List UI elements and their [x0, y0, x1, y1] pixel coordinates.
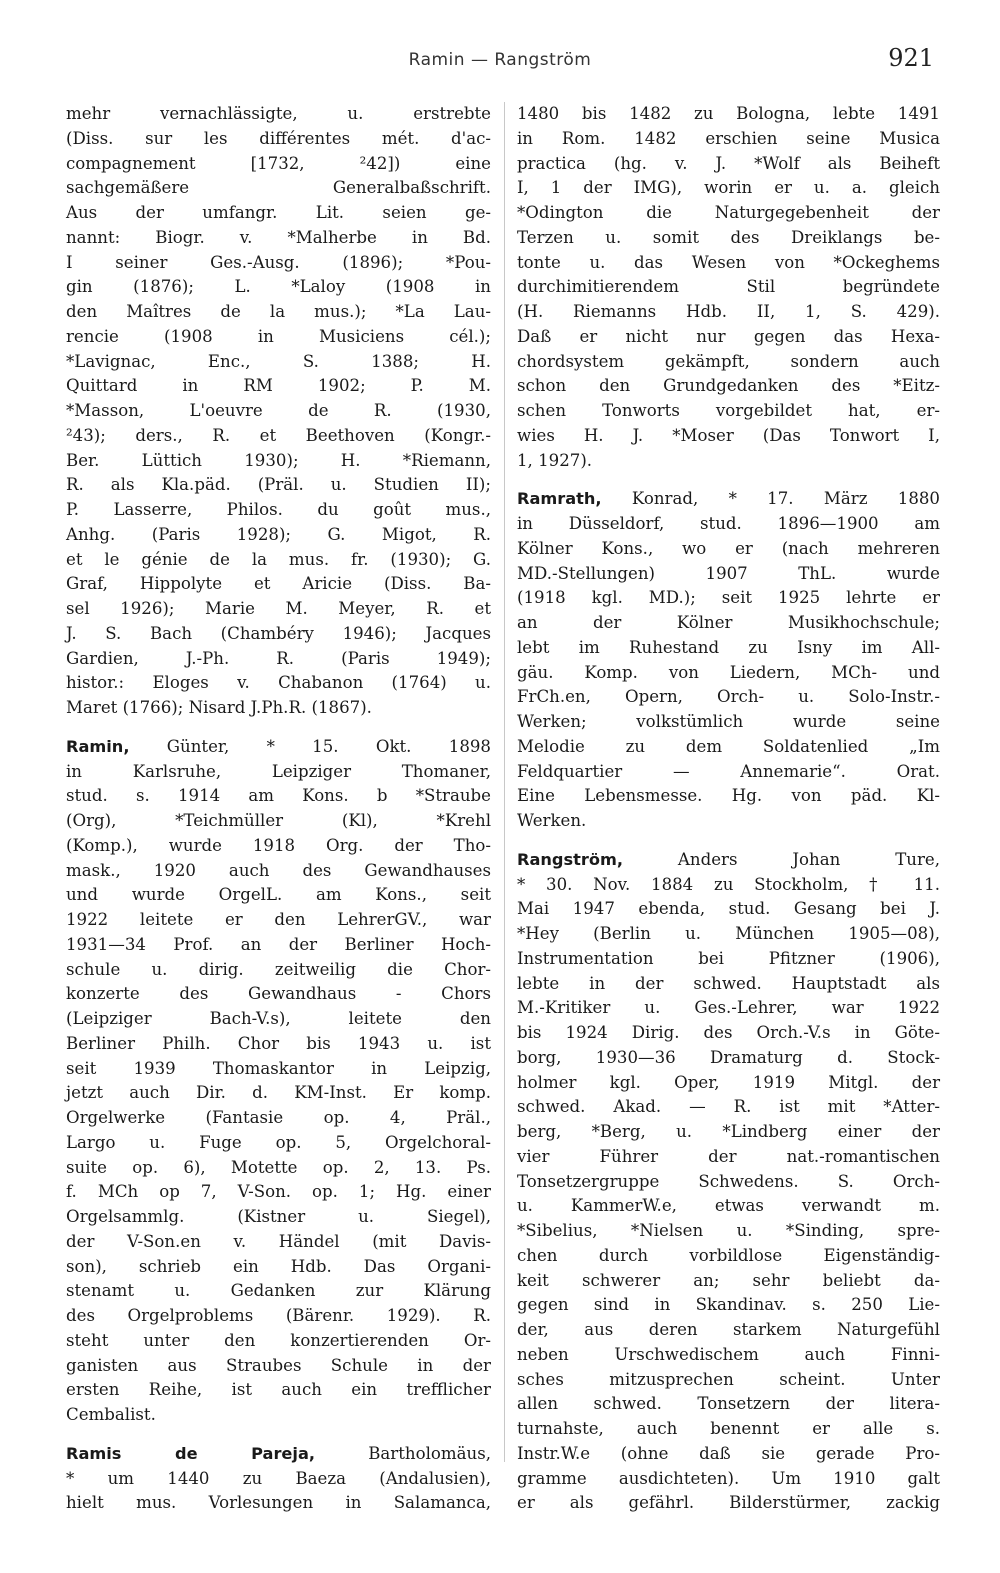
text-line: neben Urschwedischem auch Finni-: [517, 1344, 940, 1364]
text-line: schwed. Akad. — R. ist mit *Atter-: [517, 1097, 940, 1117]
text-line: 1, 1927).: [517, 450, 593, 470]
text-line: stenamt u. Gedanken zur Klärung: [66, 1281, 491, 1301]
entry-ramis-continuation: [517, 102, 940, 473]
text-line: rencie (1908 in Musiciens cél.);: [66, 326, 491, 346]
text-line: 1931—34 Prof. an der Berliner Hoch-: [66, 934, 491, 954]
text-line: Instr.W.e (ohne daß sie gerade Pro-: [517, 1443, 940, 1463]
text-line: (1918 kgl. MD.); seit 1925 lehrte er: [517, 588, 940, 608]
text-line: schon den Grundgedanken des *Eitz-: [517, 376, 940, 396]
entry-ramin: [66, 735, 491, 1428]
text-line: Anders Johan Ture,: [677, 849, 940, 869]
text-line: sel 1926); Marie M. Meyer, R. et: [66, 599, 491, 618]
text-line: suite op. 6), Motette op. 2, 13. Ps.: [66, 1157, 491, 1177]
text-line: R. als Kla.päd. (Präl. u. Studien II);: [66, 475, 491, 495]
page-number: 921: [888, 44, 934, 72]
headword-ramrath: Ramrath,: [517, 489, 602, 509]
entry-rangstroem: [517, 848, 940, 1516]
text-line: lebte in der schwed. Hauptstadt als: [517, 973, 940, 993]
text-line: Orgelwerke (Fantasie op. 4, Präl.,: [66, 1108, 491, 1127]
text-line: seit 1939 Thomaskantor in Leipzig,: [66, 1058, 491, 1078]
text-line: vier Führer der nat.-romantischen: [517, 1146, 940, 1166]
text-line: (Komp.), wurde 1918 Org. der Tho-: [66, 835, 491, 855]
text-line: * um 1440 zu Baeza (Andalusien),: [66, 1468, 491, 1488]
text-line: Graf, Hippolyte et Aricie (Diss. Ba-: [66, 574, 491, 594]
text-line: hielt mus. Vorlesungen in Salamanca,: [66, 1493, 491, 1513]
text-line: berg, *Berg, u. *Lindberg einer der: [517, 1122, 940, 1141]
text-line: histor.: Eloges v. Chabanon (1764) u.: [66, 673, 491, 693]
text-line: MD.-Stellungen) 1907 ThL. wurde: [517, 563, 940, 583]
text-line: konzerte des Gewandhaus - Chors: [66, 984, 491, 1004]
text-line: Berliner Philh. Chor bis 1943 u. ist: [66, 1033, 491, 1053]
entry-ramrath: [517, 487, 940, 834]
text-line: M.-Kritiker u. Ges.-Lehrer, war 1922: [517, 998, 940, 1018]
text-line: practica (hg. v. J. *Wolf als Beiheft: [517, 153, 940, 173]
text-line: mehr vernachlässigte, u. erstrebte: [66, 104, 491, 123]
text-line: Melodie zu dem Soldatenlied „Im: [517, 736, 940, 756]
text-line: lebt im Ruhestand zu Isny im All-: [517, 637, 940, 657]
text-line: der V-Son.en v. Händel (mit Davis-: [66, 1231, 491, 1251]
text-line: 1922 leitete er den LehrerGV., war: [66, 910, 491, 929]
text-line: Bartholomäus,: [368, 1443, 491, 1463]
text-line: Feldquartier — Annemarie“. Orat.: [517, 761, 940, 781]
text-line: gin (1876); L. *Laloy (1908 in: [66, 277, 491, 297]
text-line: stud. s. 1914 am Kons. b *Straube: [66, 786, 491, 806]
text-line: Anhg. (Paris 1928); G. Migot, R.: [66, 524, 491, 544]
text-line: Gardien, J.-Ph. R. (Paris 1949);: [66, 648, 491, 668]
text-line: nannt: Biogr. v. *Malherbe in Bd.: [66, 227, 491, 247]
text-line: Tonsetzergruppe Schwedens. S. Orch-: [517, 1171, 940, 1191]
entry-gap: [517, 473, 940, 487]
text-line: *Sibelius, *Nielsen u. *Sinding, spre-: [517, 1221, 940, 1240]
text-line: durchimitierendem Stil begründete: [517, 277, 940, 297]
text-line: des Orgelproblems (Bärenr. 1929). R.: [66, 1306, 491, 1325]
text-line: (Org), *Teichmüller (Kl), *Krehl: [66, 811, 491, 830]
text-line: Ber. Lüttich 1930); H. *Riemann,: [66, 450, 491, 470]
text-line: bis 1924 Dirig. des Orch.-V.s in Göte-: [517, 1023, 940, 1042]
text-line: jetzt auch Dir. d. KM-Inst. Er komp.: [66, 1083, 491, 1103]
text-line: in Karlsruhe, Leipziger Thomaner,: [66, 761, 491, 781]
text-line: son), schrieb ein Hdb. Das Organi-: [66, 1256, 491, 1276]
text-line: Günter, * 15. Okt. 1898: [166, 736, 491, 756]
text-line: gramme ausdichteten). Um 1910 galt: [517, 1468, 940, 1488]
column-divider: [504, 102, 505, 1462]
text-line: (Leipziger Bach-V.s), leitete den: [66, 1009, 491, 1028]
entry-first-line: [66, 735, 491, 760]
text-line: in Düsseldorf, stud. 1896—1900 am: [517, 514, 940, 533]
entry-rameau-continuation: [66, 102, 491, 721]
text-line: Instrumentation bei Pfitzner (1906),: [517, 948, 940, 968]
text-line: Orgelsammlg. (Kistner u. Siegel),: [66, 1207, 491, 1226]
entry-gap: [517, 834, 940, 848]
text-line: Cembalist.: [66, 1405, 156, 1424]
text-line: Aus der umfangr. Lit. seien ge-: [66, 203, 491, 222]
text-line: Daß er nicht nur gegen das Hexa-: [517, 326, 940, 346]
text-line: tonte u. das Wesen von *Ockeghems: [517, 252, 940, 272]
text-line: Konrad, * 17. März 1880: [631, 489, 940, 509]
text-line: ersten Reihe, ist auch ein trefflicher: [66, 1380, 491, 1400]
text-line: Terzen u. somit des Dreiklangs be-: [517, 227, 940, 247]
text-line: I, 1 der IMG), worin er u. a. gleich: [517, 178, 940, 198]
text-line: *Hey (Berlin u. München 1905—08),: [517, 924, 940, 943]
text-line: turnahste, auch benennt er alle s.: [517, 1419, 940, 1438]
entry-gap: [66, 721, 491, 735]
text-line: *Masson, L'oeuvre de R. (1930,: [66, 401, 491, 420]
text-line: *Lavignac, Enc., S. 1388; H.: [66, 351, 491, 371]
text-line: und wurde OrgelL. am Kons., seit: [66, 885, 491, 905]
text-line: et le génie de la mus. fr. (1930); G.: [66, 549, 491, 569]
text-line: Werken; volkstümlich wurde seine: [517, 712, 940, 731]
text-line: allen schwed. Tonsetzern der litera-: [517, 1394, 940, 1414]
text-line: sches mitzusprechen scheint. Unter: [517, 1369, 940, 1389]
text-line: gäu. Komp. von Liedern, MCh- und: [517, 662, 940, 682]
text-line: wies H. J. *Moser (Das Tonwort I,: [517, 425, 940, 445]
text-line: in Rom. 1482 erschien seine Musica: [517, 128, 940, 148]
entry-ramis-de-pareja: [66, 1442, 491, 1516]
text-line: ²43); ders., R. et Beethoven (Kongr.-: [66, 425, 491, 445]
text-line: FrCh.en, Opern, Orch- u. Solo-Instr.-: [517, 687, 940, 707]
entry-first-line: [66, 1442, 491, 1467]
text-line: holmer kgl. Oper, 1919 Mitgl. der: [517, 1072, 940, 1092]
headword-rangstroem: Rangström,: [517, 849, 623, 869]
text-line: P. Lasserre, Philos. du goût mus.,: [66, 500, 491, 519]
text-line: u. KammerW.e, etwas verwandt m.: [517, 1196, 940, 1216]
text-line: Quittard in RM 1902; P. M.: [66, 376, 491, 396]
text-line: Largo u. Fuge op. 5, Orgelchoral-: [66, 1132, 491, 1152]
entry-gap: [66, 1428, 491, 1442]
text-line: I seiner Ges.-Ausg. (1896); *Pou-: [66, 252, 491, 272]
text-line: schule u. dirig. zeitweilig die Chor-: [66, 959, 491, 979]
text-line: borg, 1930—36 Dramaturg d. Stock-: [517, 1047, 940, 1067]
entry-first-line: [517, 487, 940, 512]
text-line: an der Kölner Musikhochschule;: [517, 613, 940, 632]
text-line: Mai 1947 ebenda, stud. Gesang bei J.: [517, 899, 940, 919]
entry-first-line: [517, 848, 940, 873]
text-line: compagnement [1732, ²42]) eine: [66, 153, 491, 173]
text-line: den Maîtres de la mus.); *La Lau-: [66, 302, 491, 321]
text-line: (Diss. sur les différentes mét. d'ac-: [66, 128, 491, 148]
text-line: mask., 1920 auch des Gewandhauses: [66, 860, 491, 880]
headword-ramis-de-pareja: Ramis de Pareja,: [66, 1443, 316, 1463]
text-line: J. S. Bach (Chambéry 1946); Jacques: [66, 623, 491, 643]
text-line: steht unter den konzertierenden Or-: [66, 1330, 491, 1350]
page-header: [0, 44, 1000, 78]
text-line: f. MCh op 7, V-Son. op. 1; Hg. einer: [66, 1182, 491, 1202]
left-column: [66, 102, 491, 1513]
text-line: keit schwerer an; sehr beliebt da-: [517, 1270, 940, 1290]
text-line: gegen sind in Skandinav. s. 250 Lie-: [517, 1295, 940, 1315]
text-line: sachgemäßere Generalbaßschrift.: [66, 178, 491, 198]
text-line: 1480 bis 1482 zu Bologna, lebte 1491: [517, 104, 940, 123]
running-head: Ramin — Rangström: [408, 50, 592, 70]
text-line: * 30. Nov. 1884 zu Stockholm, † 11.: [517, 874, 940, 894]
right-column: [517, 102, 940, 1513]
headword-ramin: Ramin,: [66, 736, 130, 756]
text-line: Eine Lebensmesse. Hg. von päd. Kl-: [517, 786, 940, 806]
text-line: er als gefährl. Bilderstürmer, zackig: [517, 1493, 940, 1513]
text-line: schen Tonworts vorgebildet hat, er-: [517, 401, 940, 420]
text-line: Kölner Kons., wo er (nach mehreren: [517, 538, 940, 558]
text-line: der, aus deren starkem Naturgefühl: [517, 1320, 940, 1339]
text-line: chordsystem gekämpft, sondern auch: [517, 351, 940, 371]
text-line: ganisten aus Straubes Schule in der: [66, 1355, 491, 1375]
text-line: (H. Riemanns Hdb. II, 1, S. 429).: [517, 302, 940, 321]
text-line: Werken.: [517, 811, 587, 830]
text-line: Maret (1766); Nisard J.Ph.R. (1867).: [66, 698, 372, 717]
text-line: chen durch vorbildlose Eigenständig-: [517, 1245, 940, 1265]
text-line: *Odington die Naturgegebenheit der: [517, 203, 940, 222]
